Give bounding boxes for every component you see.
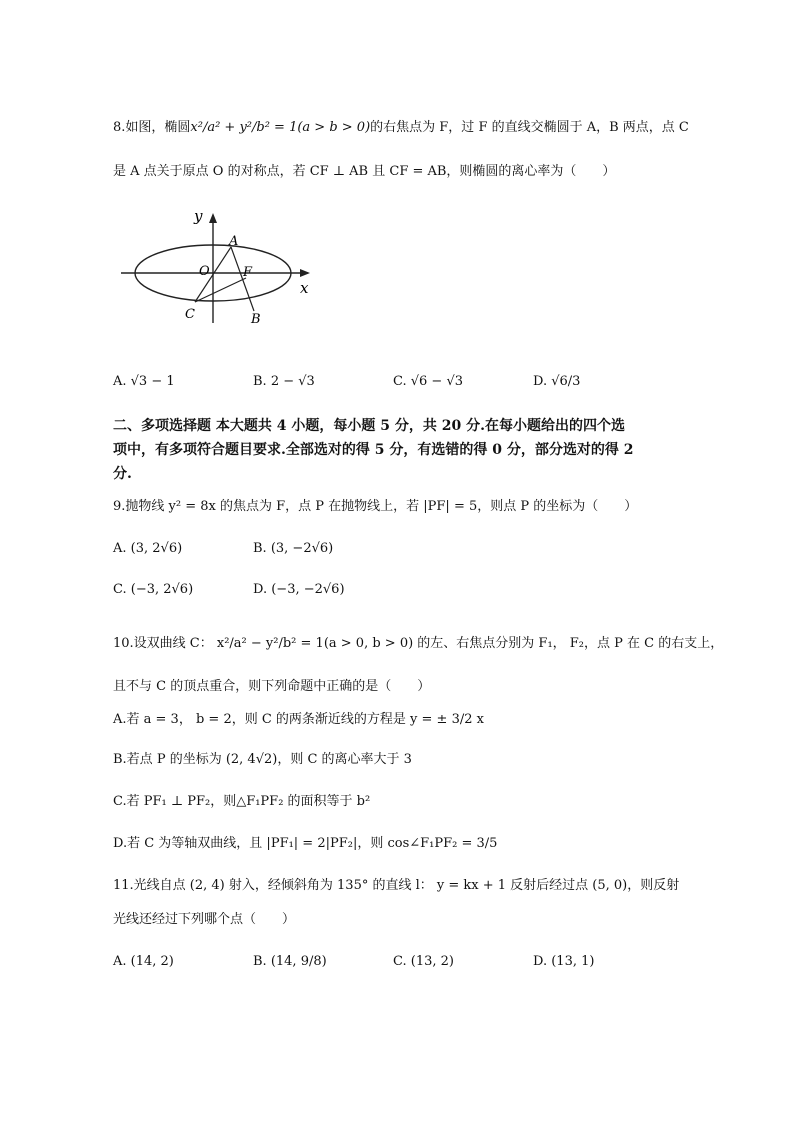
label-C: C xyxy=(185,307,195,322)
q9-option-a: A. (3, 2√6) xyxy=(113,541,183,556)
q11-option-b: B. (14, 9/8) xyxy=(253,954,327,969)
q11-option-c: C. (13, 2) xyxy=(393,954,454,969)
label-A: A xyxy=(229,234,239,249)
label-x: x xyxy=(300,279,309,297)
q8-option-b: B. 2 − √3 xyxy=(253,374,315,389)
q9-option-c: C. (−3, 2√6) xyxy=(113,582,194,597)
q8-line-2: 是 A 点关于原点 O 的对称点，若 CF ⊥ AB 且 CF = AB，则椭圆的离心率为（ ） xyxy=(113,164,616,179)
label-y: y xyxy=(194,207,203,225)
ellipse-figure xyxy=(118,205,318,330)
q10-line-2: 且不与 C 的顶点重合，则下列命题中正确的是（ ） xyxy=(113,679,431,694)
q11-line-2: 光线还经过下列哪个点（ ） xyxy=(113,912,296,927)
q10-option-a: A.若 a = 3， b = 2，则 C 的两条渐近线的方程是 y = ± 3/2 x xyxy=(113,712,484,727)
section-2-header-line-2: 项中，有多项符合题目要求.全部选对的得 5 分，有选错的得 0 分，部分选对的得 2 xyxy=(113,442,634,458)
q8-option-a: A. √3 − 1 xyxy=(113,374,175,389)
q8-option-d: D. √6/3 xyxy=(533,374,581,389)
section-2-header-line-1: 二、多项选择题 本大题共 4 小题，每小题 5 分，共 20 分.在每小题给出的四个选 xyxy=(113,418,625,434)
q11-line-1: 11.光线自点 (2, 4) 射入，经倾斜角为 135° 的直线 l： y = kx + 1 反射后经过点 (5, 0)，则反射 xyxy=(113,878,680,893)
section-2-header-line-3: 分. xyxy=(113,466,132,482)
q8-prefix: 8.如图，椭圆 xyxy=(113,120,191,135)
q8-stem-continued: 的右焦点为 F，过 F 的直线交椭圆于 A，B 两点，点 C xyxy=(370,120,689,135)
q9-option-b: B. (3, −2√6) xyxy=(253,541,334,556)
q11-option-d: D. (13, 1) xyxy=(533,954,595,969)
q8-ellipse-equation: x²/a² + y²/b² = 1(a > b > 0) xyxy=(190,120,371,135)
q10-option-d: D.若 C 为等轴双曲线，且 |PF₁| = 2|PF₂|，则 cos∠F₁PF₂ = 3/5 xyxy=(113,836,498,851)
q9-stem: 9.抛物线 y² = 8x 的焦点为 F，点 P 在抛物线上，若 |PF| = 5，则点 P 的坐标为（ ） xyxy=(113,499,638,514)
label-O: O xyxy=(199,264,210,279)
label-F: F xyxy=(243,265,253,280)
q10-option-b: B.若点 P 的坐标为 (2, 4√2)，则 C 的离心率大于 3 xyxy=(113,752,412,767)
q10-option-c: C.若 PF₁ ⊥ PF₂，则△F₁PF₂ 的面积等于 b² xyxy=(113,794,371,809)
q8-line-1 xyxy=(113,118,689,138)
q9-option-d: D. (−3, −2√6) xyxy=(253,582,345,597)
q10-line-1: 10.设双曲线 C： x²/a² − y²/b² = 1(a > 0, b > 0) 的左、右焦点分别为 F₁， F₂，点 P 在 C 的右支上， xyxy=(113,636,724,651)
q11-option-a: A. (14, 2) xyxy=(113,954,174,969)
y-axis-arrow xyxy=(209,213,217,223)
q8-option-c: C. √6 − √3 xyxy=(393,374,464,389)
label-B: B xyxy=(251,312,261,327)
x-axis-arrow xyxy=(300,269,310,277)
